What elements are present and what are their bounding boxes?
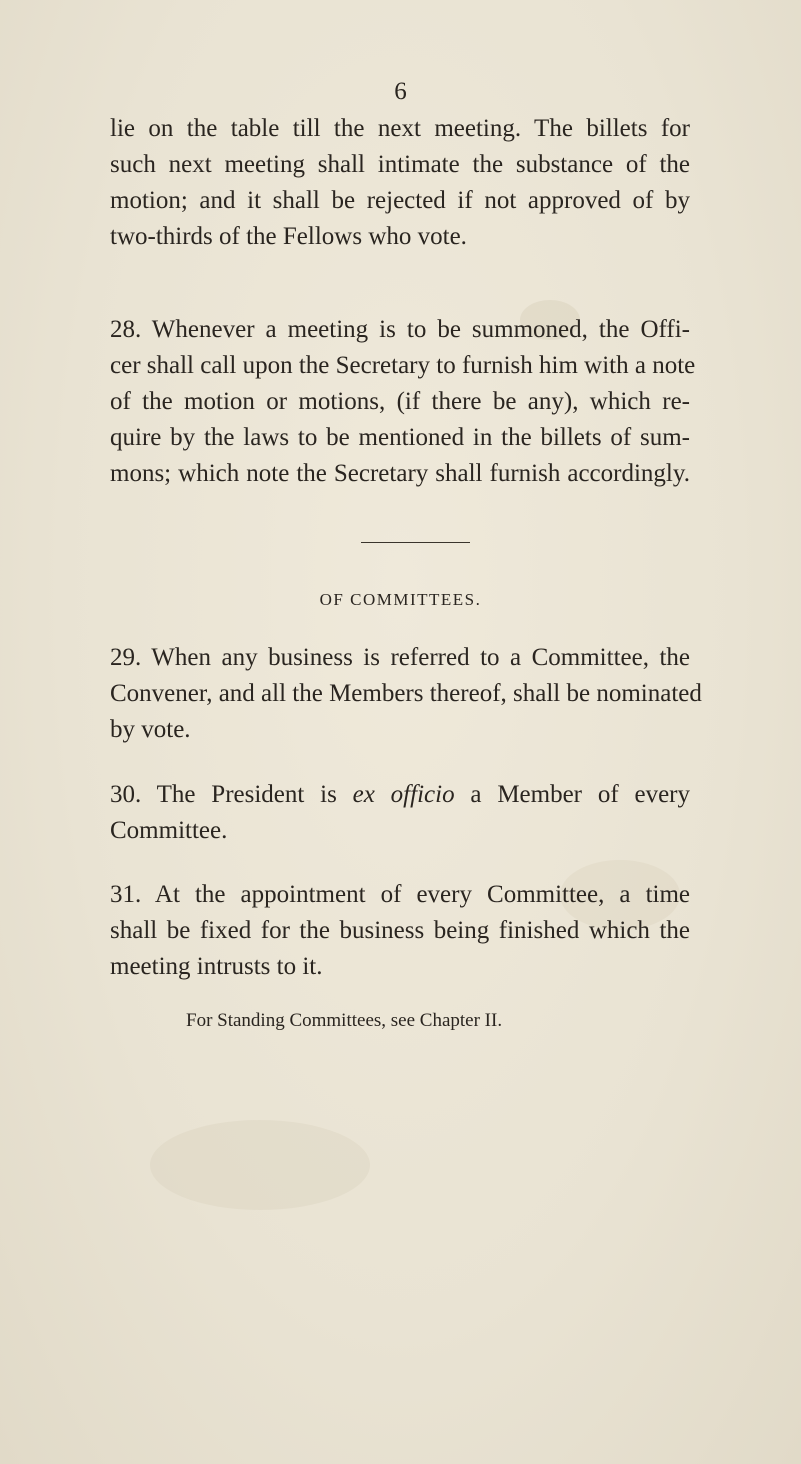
section-divider — [361, 542, 470, 543]
paper-stain — [150, 1120, 370, 1210]
continuation-paragraph — [110, 111, 690, 255]
rule-30-text-after: a Member of every — [454, 781, 690, 808]
text-line: quire by the laws to be mentioned in the billets of sum- — [110, 424, 690, 451]
text-line — [110, 777, 690, 813]
text-line: Committee. — [110, 817, 228, 844]
text-line: 28. Whenever a meeting is to be summoned, the Offi- — [110, 316, 690, 343]
text-line: lie on the table till the next meeting. The billets for — [110, 115, 690, 142]
text-line: 29. When any business is referred to a Committee, the — [110, 644, 690, 671]
text-line: mons; which note the Secretary shall furnish accordingly. — [110, 460, 690, 487]
rule-30-paragraph — [110, 777, 690, 849]
text-line: cer shall call upon the Secretary to furnish him with a note — [110, 352, 696, 379]
footnote: For Standing Committees, see Chapter II. — [186, 1010, 503, 1031]
text-line: two-thirds of the Fellows who vote. — [110, 223, 467, 250]
text-line: Convener, and all the Members thereof, shall be nominated — [110, 680, 702, 707]
text-line: of the motion or motions, (if there be any), which re- — [110, 388, 690, 415]
rule-29-paragraph — [110, 640, 702, 748]
text-line: motion; and it shall be rejected if not approved of by — [110, 187, 690, 214]
text-line: such next meeting shall intimate the substance of the — [110, 151, 690, 178]
rule-30-text-before: 30. The President is — [110, 781, 353, 808]
text-line: shall be fixed for the business being finished which the — [110, 917, 690, 944]
page-number: 6 — [394, 78, 407, 105]
section-heading: OF COMMITTEES. — [319, 590, 482, 609]
text-line: by vote. — [110, 716, 191, 743]
rule-31-paragraph — [110, 877, 690, 985]
text-line: 31. At the appointment of every Committee, a time — [110, 881, 690, 908]
text-line: meeting intrusts to it. — [110, 953, 323, 980]
rule-30-italic-term: ex officio — [352, 781, 455, 808]
rule-28-paragraph — [110, 312, 696, 492]
